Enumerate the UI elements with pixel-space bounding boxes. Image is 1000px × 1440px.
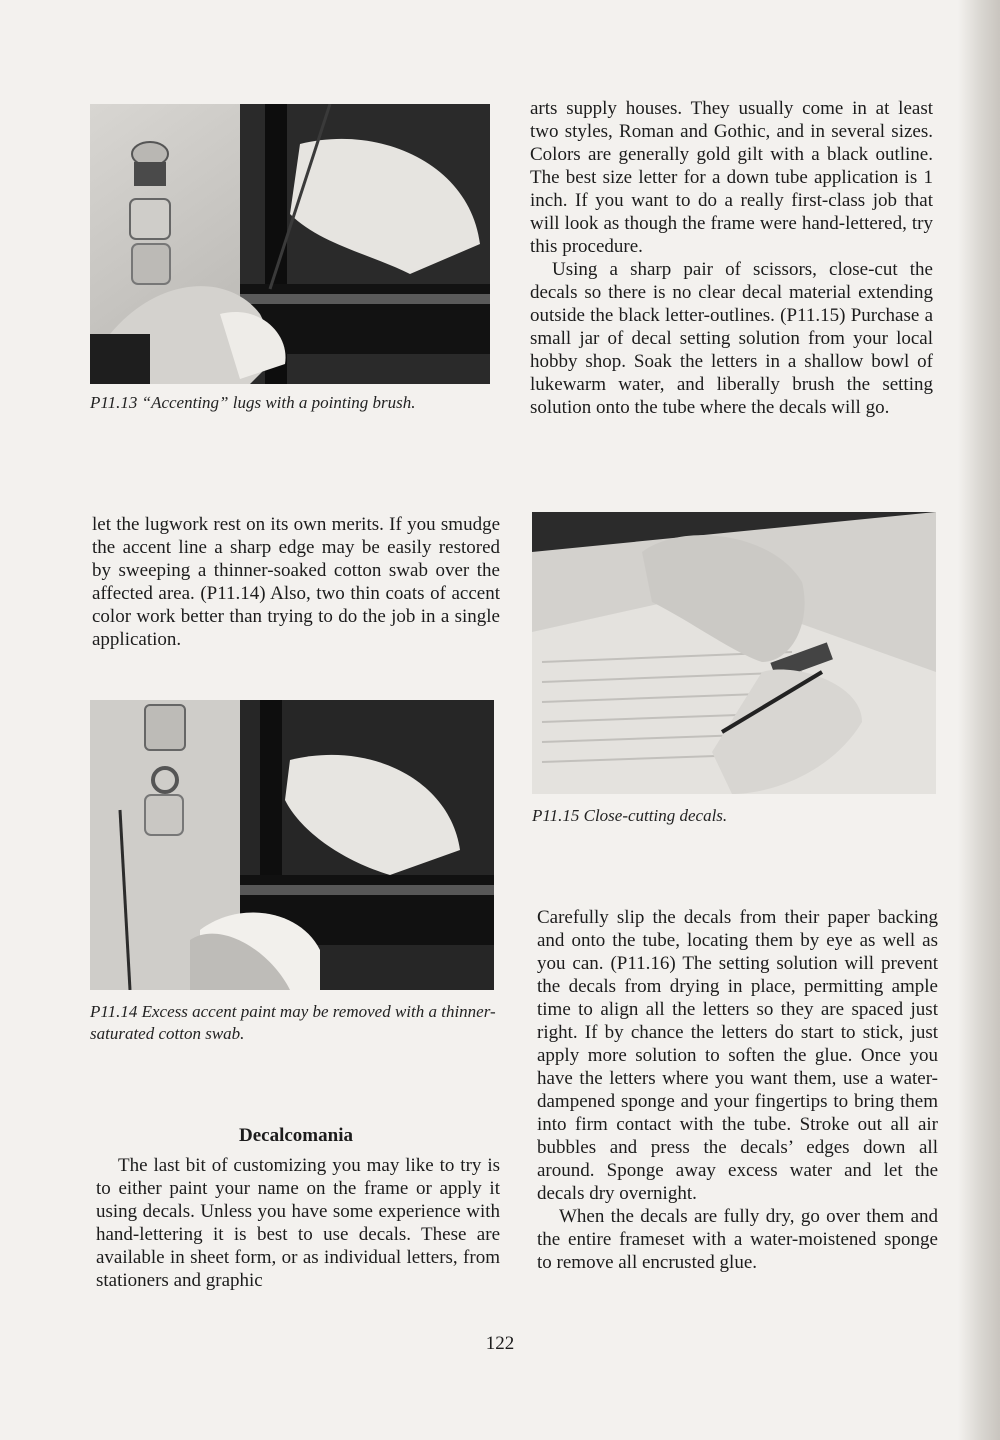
section-heading: Decalcomania: [239, 1125, 353, 1146]
paragraph: Using a sharp pair of scissors, close-cut the decals so there is no clear decal material extending outside the black letter-outlines. (P11.15) Purchase a small jar of decal setting solution from your local hobby shop. Soak the letters in a shallow bowl of lukewarm water, and liberally brush the setting solution onto the tube where the decals will go.: [530, 259, 933, 418]
paragraph: When the decals are fully dry, go over them and the entire frameset with a water-moistened sponge to remove all encrusted glue.: [537, 1206, 938, 1273]
caption-p11-14: P11.14 Excess accent paint may be removed with a thinner-saturated cotton swab.: [90, 1002, 496, 1043]
right-bottom-text: [537, 906, 938, 1274]
photo-excess-paint-removal: [90, 700, 494, 990]
caption-p11-13: P11.13 “Accenting” lugs with a pointing brush.: [90, 393, 416, 412]
paragraph: Carefully slip the decals from their paper backing and onto the tube, locating them by eye as well as you can. (P11.16) The setting solution will prevent the decals from drying in place, permitting ample time to align all the letters so they are spaced just right. If by chance the letters do start to stick, just apply more solution to soften the glue. Once you have the letters where you want them, use a water-dampened sponge and your fingertips to bring them into firm contact with the tube. Stroke out all air bubbles and press the decals’ edges down all around. Sponge away excess water and let the decals dry overnight.: [537, 907, 938, 1204]
caption-p11-15: P11.15 Close-cutting decals.: [532, 806, 728, 825]
page-number: 122: [485, 1333, 515, 1354]
paragraph: let the lugwork rest on its own merits. If you smudge the accent line a sharp edge may be easily restored by sweeping a thinner-soaked cotton swab over the affected area. (P11.14) Also, two thin coats of accent color work better than trying to do the job in a single application.: [92, 514, 500, 650]
paragraph: arts supply houses. They usually come in at least two styles, Roman and Gothic, and in several sizes. Colors are generally gold gilt with a black outline. The best size letter for a down tube application is 1 inch. If you want to do a really first-class job that will look as though the frame were hand-lettered, try this procedure.: [530, 98, 933, 257]
left-bottom-text: [96, 1154, 500, 1292]
photo-accenting-lugs: [90, 104, 490, 384]
photo-close-cutting-decals: [532, 512, 936, 794]
right-top-text: [530, 97, 933, 419]
paragraph: The last bit of customizing you may like to try is to either paint your name on the frame or apply it using decals. Unless you have some experience with hand-lettering it is best to use decals. These are available in sheet form, or as individual letters, from stationers and graphic: [96, 1155, 500, 1291]
left-middle-text: [92, 513, 500, 651]
page-edge-shadow: [958, 0, 1000, 1440]
